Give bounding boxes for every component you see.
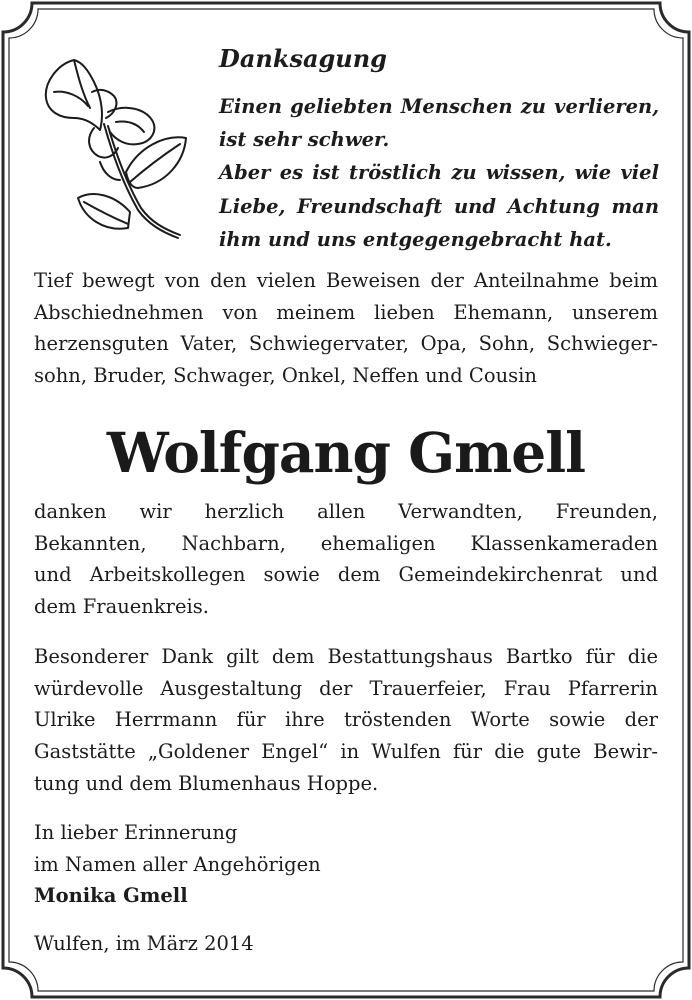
special-thanks-line: würdevolle Ausgestaltung der Trauerfeier, Frau Pfarrerin <box>34 676 658 700</box>
thanks-paragraph <box>34 496 658 623</box>
poem-line: ist sehr schwer. <box>219 128 390 152</box>
intro-line: Abschiednehmen von meinem lieben Ehemann, unserem <box>34 300 658 324</box>
poem-line: ihm und uns entgegengebracht hat. <box>219 227 612 251</box>
intro-line: Tief bewegt von den vielen Beweisen der Anteilnahme beim <box>34 269 658 292</box>
closing-block <box>34 817 658 912</box>
poem-line: Liebe, Freundschaft und Achtung man <box>219 194 659 218</box>
poem-line: Aber es ist tröstlich zu wissen, wie viel <box>219 161 659 185</box>
signature: Monika Gmell <box>34 884 188 908</box>
special-thanks-line: Besonderer Dank gilt dem Bestattungshaus Bartko für die <box>34 645 658 668</box>
closing-line: In lieber Erinnerung <box>34 821 238 844</box>
special-thanks-line: tung und dem Blumenhaus Hoppe. <box>34 771 379 795</box>
special-thanks-paragraph <box>34 641 658 800</box>
intro-line: herzensguten Vater, Schwiegervater, Opa, Sohn, Schwieger- <box>34 332 658 356</box>
deceased-name: Wolfgang Gmell <box>106 420 586 485</box>
heading: Danksagung <box>219 44 387 73</box>
thanks-line: danken wir herzlich allen Verwandten, Freunden, <box>34 500 658 523</box>
thanks-line: und Arbeitskollegen sowie dem Gemeindekirchenrat und <box>34 563 658 587</box>
thanks-line: dem Frauenkreis. <box>34 595 209 619</box>
intro-paragraph <box>34 265 658 392</box>
thanks-line: Bekannten, Nachbarn, ehemaligen Klassenkameraden <box>34 531 658 555</box>
place-date: Wulfen, im März 2014 <box>34 932 254 955</box>
calla-lily-icon <box>34 52 194 242</box>
special-thanks-line: Ulrike Herrmann für ihre tröstenden Worte sowie der <box>34 708 658 732</box>
poem <box>219 90 659 256</box>
closing-line: im Namen aller Angehörigen <box>34 852 321 876</box>
special-thanks-line: Gaststätte „Goldener Engel“ in Wulfen für die gute Bewir- <box>34 740 658 764</box>
intro-line: sohn, Bruder, Schwager, Onkel, Neffen und Cousin <box>34 364 537 388</box>
poem-line: Einen geliebten Menschen zu verlieren, <box>219 95 659 118</box>
